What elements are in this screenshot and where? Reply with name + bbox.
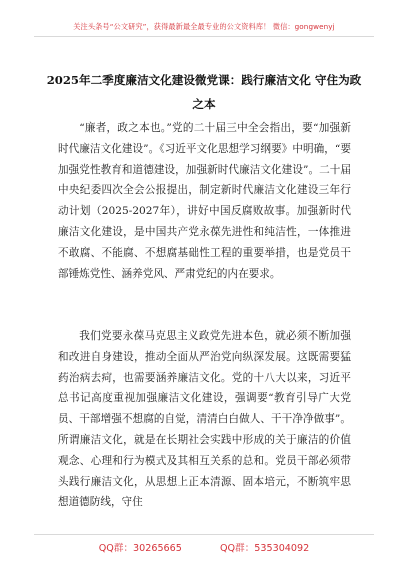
footer-qq-group-left: QQ群：30265665 [98,543,182,554]
footer-contacts [0,540,408,554]
footer-divider [34,534,374,535]
footer-qq-group-right: QQ群：535304092 [220,543,310,554]
document-title: 2025年二季度廉洁文化建设微党课：践行廉洁文化 守住为政之本 [46,73,362,111]
header-divider [34,36,374,37]
header-banner: 关注头条号“公文研究”，获得最新最全最专业的公文资料库！ 微信：gongwenyj [73,22,335,31]
body-paragraph: “廉者，政之本也。”党的二十届三中全会指出，要“加强新时代廉洁文化建设”。《习近平文化思想学习纲要》中明确，“要加强党性教育和道德建设，加强新时代廉洁文化建设”。二十届中央纪委四次全会公报提出，制定新时代廉洁文化建设三年行动计划（2025-2027年），讲好中国反腐败故事。加强新时代廉洁文化建设，是中国共产党永葆先进性和纯洁性，一体推进不敢腐、不能腐、不想腐基础性工程的重要举措，也是党员干部锤炼党性、涵养党风、严肃党纪的内在要求。 [58,122,351,280]
body-paragraph: 我们党要永葆马克思主义政党先进本色，就必须不断加强和改进自身建设，推动全面从严治党向纵深发展。这既需要猛药治病去疴，也需要涵养廉洁文化。党的十八大以来，习近平总书记高度重视加强廉洁文化建设，强调要“教育引导广大党员、干部增强不想腐的自觉，清清白白做人、干干净净做事”。所谓廉洁文化，就是在长期社会实践中形成的关于廉洁的价值观念、心理和行为模式及其相互关系的总和。党员干部必须带头践行廉洁文化，从思想上正本清源、固本培元，不断筑牢思想道德防线，守住 [58,330,351,509]
